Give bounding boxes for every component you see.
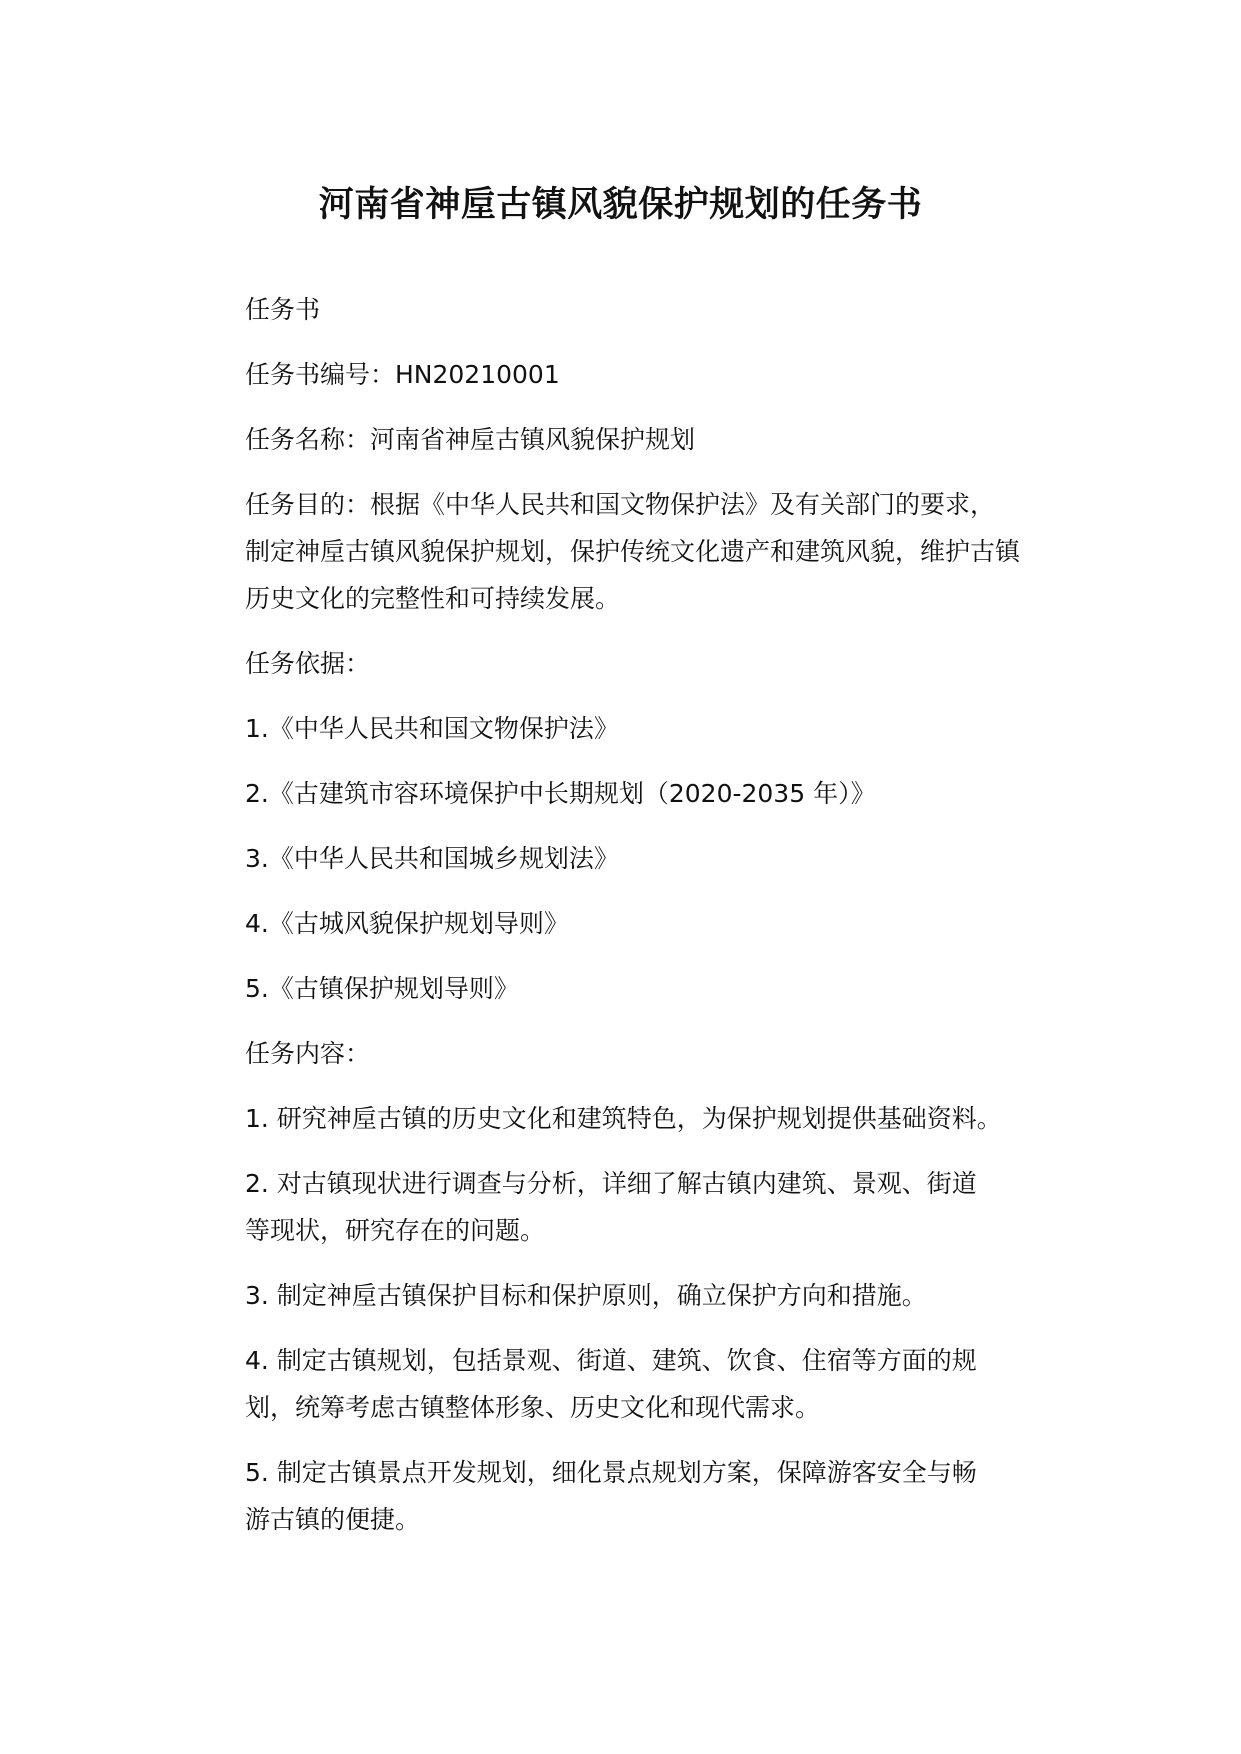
paragraph bbox=[185, 965, 1085, 1012]
text-line: 制定神垕古镇风貌保护规划，保护传统文化遗产和建筑风貌，维护古镇 bbox=[245, 537, 1021, 566]
text-line: 任务书编号：HN20210001 bbox=[245, 360, 560, 389]
text-line: 3. 制定神垕古镇保护目标和保护原则，确立保护方向和措施。 bbox=[245, 1281, 927, 1310]
text-line: 1.《中华人民共和国文物保护法》 bbox=[245, 714, 619, 743]
text-line: 任务目的：根据《中华人民共和国文物保护法》及有关部门的要求， bbox=[245, 490, 996, 519]
text-line: 游古镇的便捷。 bbox=[245, 1505, 421, 1534]
paragraph bbox=[185, 481, 1085, 622]
text-line: 4.《古城风貌保护规划导则》 bbox=[245, 909, 569, 938]
paragraph bbox=[185, 640, 1085, 687]
text-line: 2. 对古镇现状进行调查与分析，详细了解古镇内建筑、景观、街道 bbox=[245, 1169, 977, 1198]
text-line: 任务依据： bbox=[245, 649, 371, 678]
text-line: 划，统筹考虑古镇整体形象、历史文化和现代需求。 bbox=[245, 1393, 821, 1422]
text-line: 4. 制定古镇规划，包括景观、街道、建筑、饮食、住宿等方面的规 bbox=[245, 1346, 977, 1375]
text-line: 5.《古镇保护规划导则》 bbox=[245, 974, 519, 1003]
text-line: 任务名称：河南省神垕古镇风貌保护规划 bbox=[245, 425, 696, 454]
paragraph bbox=[185, 705, 1085, 752]
paragraph bbox=[185, 1337, 1085, 1431]
paragraph bbox=[185, 1160, 1085, 1254]
text-line: 任务内容： bbox=[245, 1039, 371, 1068]
text-line: 任务书 bbox=[245, 295, 321, 324]
text-line: 3.《中华人民共和国城乡规划法》 bbox=[245, 844, 619, 873]
document-title: 河南省神垕古镇风貌保护规划的任务书 bbox=[318, 185, 923, 225]
document-body bbox=[185, 286, 1085, 1561]
text-line: 2.《古建筑市容环境保护中长期规划（2020-2035 年）》 bbox=[245, 779, 876, 808]
text-line: 5. 制定古镇景点开发规划，细化景点规划方案，保障游客安全与畅 bbox=[245, 1458, 977, 1487]
paragraph bbox=[185, 1095, 1085, 1142]
paragraph bbox=[185, 835, 1085, 882]
paragraph bbox=[185, 1272, 1085, 1319]
text-line: 1. 研究神垕古镇的历史文化和建筑特色，为保护规划提供基础资料。 bbox=[245, 1104, 1002, 1133]
paragraph bbox=[185, 1030, 1085, 1077]
paragraph bbox=[185, 770, 1085, 817]
text-line: 历史文化的完整性和可持续发展。 bbox=[245, 584, 621, 613]
paragraph bbox=[185, 286, 1085, 333]
paragraph bbox=[185, 416, 1085, 463]
paragraph bbox=[185, 1449, 1085, 1543]
text-line: 等现状，研究存在的问题。 bbox=[245, 1216, 546, 1245]
paragraph bbox=[185, 900, 1085, 947]
paragraph bbox=[185, 351, 1085, 398]
